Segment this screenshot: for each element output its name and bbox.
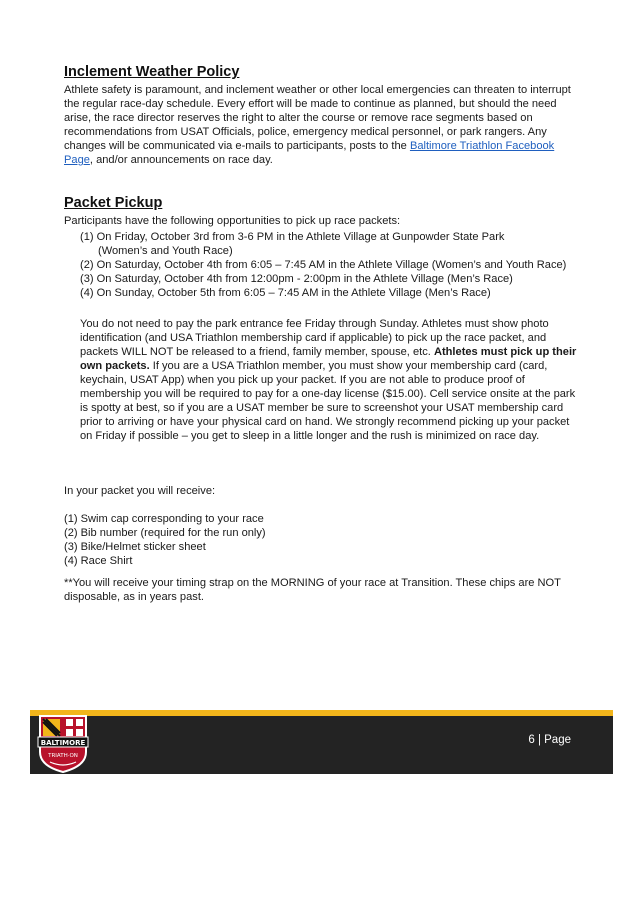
packet-details-paragraph <box>80 317 584 443</box>
receive-item: (2) Bib number (required for the run only) <box>64 527 266 539</box>
weather-text: Athlete safety is paramount, and inclement weather or other local emergencies can threaten to interrupt the regular race-day schedule. Every effort will be made to continue as planned, but should the need arise, the race director reserves the right to alter the course or remove race segments based on recommendations from USAT Officials, police, emergency medical personnel, or park rangers. Any changes will be communicated via e-mails to participants, posts to the <box>64 84 571 152</box>
receive-item: (1) Swim cap corresponding to your race <box>64 513 264 525</box>
packet-details-b: If you are a USA Triathlon member, you must show your membership card (card, keychain, USAT App) when you pick up your packet. If you are not able to produce proof of membership you will be required to pay for a one-day license ($15.00). Cell service onsite at the park is spotty at best, so if you are a USAT member be sure to screenshot your USAT membership card prior to arriving or have your physical card on hand. We strongly recommend picking up your packet on Friday if possible – you get to sleep in a little longer and the rush is minimized on race day. <box>80 360 576 442</box>
timing-strap-note: **You will receive your timing strap on the MORNING of your race at Transition. These chips are NOT disposable, as in years past. <box>64 577 561 603</box>
receive-intro: In your packet you will receive: <box>64 485 216 497</box>
logo-wordmark-bottom: TRIATH·ON <box>48 753 78 759</box>
pickup-option-continuation: (Women’s and Youth Race) <box>98 245 233 257</box>
page-content <box>64 64 584 604</box>
logo-wordmark-top: BALTIMORE <box>40 739 86 747</box>
pickup-option: (2) On Saturday, October 4th from 6:05 – 7:45 AM in the Athlete Village (Women’s and Youth Race) <box>80 259 567 271</box>
page-footer <box>30 710 613 774</box>
packet-details-bold: Athletes must pick up their own packets. <box>80 346 577 372</box>
receive-list <box>64 512 584 568</box>
pickup-options-list <box>64 230 584 300</box>
weather-heading: Inclement Weather Policy <box>64 64 240 80</box>
footer-band <box>30 716 613 774</box>
packet-details-a: You do not need to pay the park entrance fee Friday through Sunday. Athletes must show photo identification (and USA Triathlon membership card if applicable) to pick up the race packet, and packets WILL NOT be released to a friend, family member, spouse, etc. <box>80 318 549 358</box>
packet-intro: Participants have the following opportunities to pick up race packets: <box>64 215 401 227</box>
pickup-option: (3) On Saturday, October 4th from 12:00pm - 2:00pm in the Athlete Village (Men’s Race) <box>80 273 513 285</box>
packet-section <box>64 195 584 604</box>
weather-paragraph <box>64 83 584 167</box>
receive-item: (4) Race Shirt <box>64 555 133 567</box>
receive-item: (3) Bike/Helmet sticker sheet <box>64 541 206 553</box>
pickup-option: (4) On Sunday, October 5th from 6:05 – 7:45 AM in the Athlete Village (Men’s Race) <box>80 287 491 299</box>
baltimore-triathlon-logo <box>34 712 92 774</box>
pickup-option <box>80 230 584 258</box>
page-number: 6 | Page <box>528 734 571 746</box>
pickup-option-text: (1) On Friday, October 3rd from 3-6 PM in the Athlete Village at Gunpowder State Park <box>80 231 505 243</box>
packet-heading: Packet Pickup <box>64 195 163 211</box>
weather-section <box>64 64 584 167</box>
facebook-page-link[interactable]: Baltimore Triathlon Facebook Page <box>64 140 555 166</box>
weather-text-end: , and/or announcements on race day. <box>89 154 273 166</box>
